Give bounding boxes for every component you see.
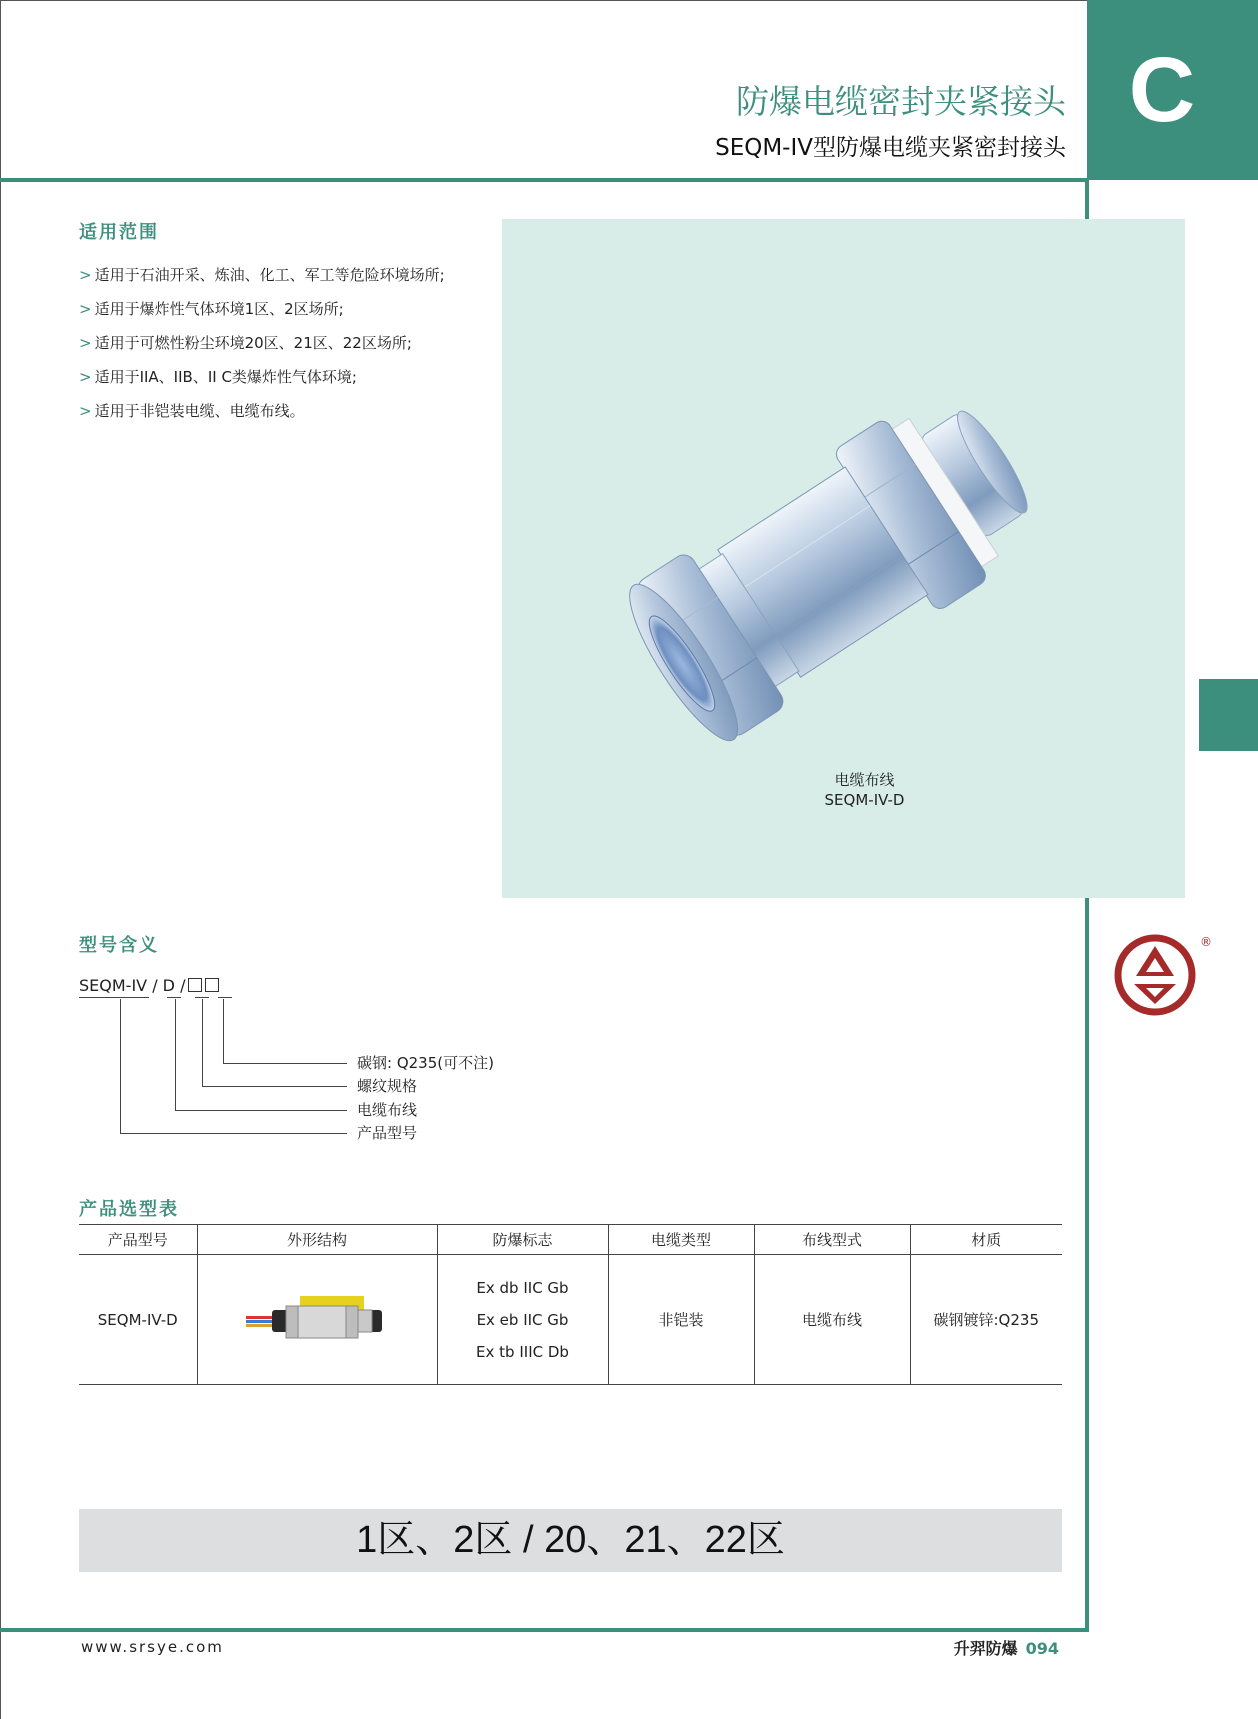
- cell-cable-type: 非铠装: [608, 1255, 754, 1385]
- table-header-row: [79, 1225, 1062, 1255]
- scope-item-text: 适用于爆炸性气体环境1区、2区场所;: [94, 300, 344, 318]
- svg-text:®: ®: [1200, 935, 1212, 949]
- column-header: 布线型式: [754, 1225, 910, 1255]
- table-row: [79, 1255, 1062, 1385]
- ex-mark: Ex db IIC Gb: [476, 1278, 569, 1297]
- cell-ex-marks: [437, 1255, 608, 1385]
- model-code: [79, 975, 219, 997]
- column-header: 产品型号: [79, 1225, 197, 1255]
- zone-banner: 1区、2区 / 20、21、22区: [79, 1509, 1062, 1572]
- scope-item-text: 适用于IIA、IIB、II C类爆炸性气体环境;: [94, 368, 357, 386]
- code-placeholder-box: [188, 978, 202, 992]
- legend-product-model: 产品型号: [357, 1124, 418, 1142]
- scope-item: [79, 360, 445, 394]
- page-title: 防爆电缆密封夹紧接头: [736, 82, 1066, 121]
- scope-heading: 适用范围: [79, 222, 159, 243]
- header-rule: [0, 178, 1089, 182]
- scope-item: [79, 394, 445, 428]
- leader-line: [175, 1110, 347, 1111]
- photo-caption-line2: SEQM-IV-D: [824, 791, 905, 809]
- legend-wiring: 电缆布线: [357, 1101, 418, 1119]
- leader-line: [202, 1086, 347, 1087]
- ex-mark: Ex tb IIIC Db: [476, 1342, 569, 1361]
- page-number: 094: [1025, 1639, 1059, 1658]
- leader-line: [202, 999, 203, 1086]
- column-header: 防爆标志: [437, 1225, 608, 1255]
- brand-logo: [1112, 932, 1212, 1018]
- page-border-left: [0, 0, 1, 1719]
- selection-table-heading: 产品选型表: [79, 1199, 179, 1220]
- column-header: 外形结构: [197, 1225, 437, 1255]
- scope-item: [79, 258, 445, 292]
- chevron-right-icon: >: [79, 368, 92, 386]
- footer-rule: [0, 1628, 1089, 1632]
- scope-item-text: 适用于可燃性粉尘环境20区、21区、22区场所;: [94, 334, 412, 352]
- photo-caption: [502, 770, 1227, 810]
- code-underline: [79, 997, 149, 998]
- photo-caption-line1: 电缆布线: [834, 771, 895, 789]
- cell-structure: [197, 1255, 437, 1385]
- footer-brand-name: 升羿防爆: [953, 1639, 1018, 1658]
- chevron-right-icon: >: [79, 402, 92, 420]
- cell-wiring: 电缆布线: [754, 1255, 910, 1385]
- page-border-top: [0, 0, 1089, 1]
- gland-cutaway-image: [242, 1288, 392, 1348]
- chevron-right-icon: >: [79, 266, 92, 284]
- page-subtitle: SEQM-IV型防爆电缆夹紧密封接头: [715, 135, 1066, 161]
- model-meaning-heading: 型号含义: [79, 935, 159, 956]
- scope-item: [79, 326, 445, 360]
- code-underline: [218, 997, 232, 998]
- scope-item-text: 适用于石油开采、炼油、化工、军工等危险环境场所;: [94, 266, 445, 284]
- footer-url: www.srsye.com: [81, 1638, 224, 1656]
- leader-line: [120, 999, 121, 1133]
- code-placeholder-box: [205, 978, 219, 992]
- code-underline: [167, 997, 181, 998]
- column-header: 材质: [910, 1225, 1062, 1255]
- legend-thread-spec: 螺纹规格: [357, 1077, 418, 1095]
- side-index-marker: [1199, 679, 1258, 751]
- leader-line: [223, 1063, 347, 1064]
- chevron-right-icon: >: [79, 334, 92, 352]
- cell-material: 碳钢镀锌:Q235: [910, 1255, 1062, 1385]
- scope-item-text: 适用于非铠装电缆、电缆布线。: [94, 402, 305, 420]
- selection-table: [79, 1224, 1062, 1385]
- leader-line: [120, 1133, 347, 1134]
- section-letter: C: [1128, 39, 1196, 141]
- legend-material: 碳钢: Q235(可不注): [357, 1054, 494, 1072]
- footer-brand: [954, 1636, 1059, 1659]
- column-header: 电缆类型: [608, 1225, 754, 1255]
- cell-model: SEQM-IV-D: [79, 1255, 197, 1385]
- leader-line: [175, 999, 176, 1110]
- leader-line: [223, 999, 224, 1063]
- code-underline: [195, 997, 209, 998]
- scope-item: [79, 292, 445, 326]
- scope-list: [79, 258, 445, 428]
- chevron-right-icon: >: [79, 300, 92, 318]
- ex-mark: Ex eb IIC Gb: [476, 1310, 569, 1329]
- model-code-text: SEQM-IV / D /: [79, 976, 186, 995]
